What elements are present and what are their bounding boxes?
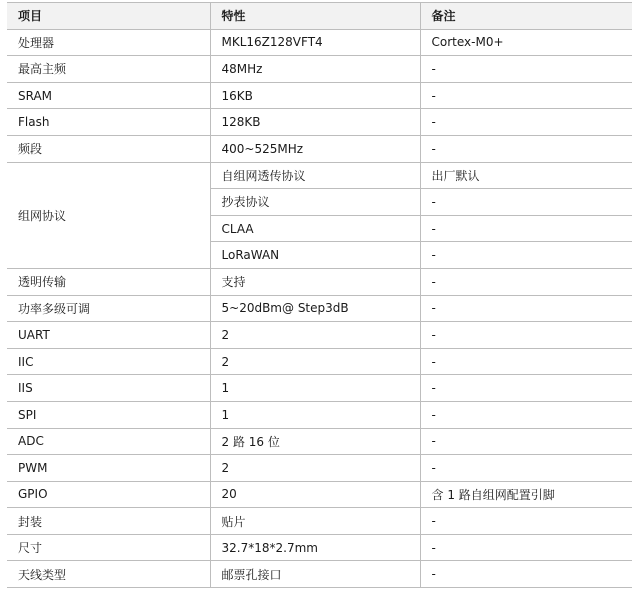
note-cell: - (420, 135, 632, 162)
table-row (7, 428, 632, 455)
feature-cell: 2 路 16 位 (210, 428, 420, 455)
network-protocol-cell: 组网协议 (7, 162, 210, 268)
feature-cell: 贴片 (210, 508, 420, 535)
table-row (7, 29, 632, 56)
item-cell: IIC (7, 348, 210, 375)
item-cell: 封装 (7, 508, 210, 535)
feature-cell: 支持 (210, 268, 420, 295)
feature-cell: 20 (210, 481, 420, 508)
note-cell: - (420, 322, 632, 349)
note-cell: - (420, 375, 632, 402)
table-row (7, 322, 632, 349)
table-row (7, 401, 632, 428)
table-row (7, 481, 632, 508)
feature-cell: 2 (210, 348, 420, 375)
table-row (7, 295, 632, 322)
note-cell: 出厂默认 (420, 162, 632, 189)
feature-cell: 邮票孔接口 (210, 561, 420, 588)
item-cell: IIS (7, 375, 210, 402)
note-cell: - (420, 215, 632, 242)
item-cell: 最高主频 (7, 56, 210, 83)
table-row (7, 455, 632, 482)
note-cell: - (420, 56, 632, 83)
item-cell: 天线类型 (7, 561, 210, 588)
feature-cell: 1 (210, 401, 420, 428)
column-header-item: 项目 (7, 3, 210, 30)
item-cell: ADC (7, 428, 210, 455)
item-cell: SPI (7, 401, 210, 428)
table-row (7, 109, 632, 136)
note-cell: - (420, 401, 632, 428)
item-cell: PWM (7, 455, 210, 482)
note-cell: - (420, 455, 632, 482)
item-cell: 频段 (7, 135, 210, 162)
table-row (7, 268, 632, 295)
table-row (7, 375, 632, 402)
item-cell: 透明传输 (7, 268, 210, 295)
column-header-note: 备注 (420, 3, 632, 30)
item-cell: 尺寸 (7, 534, 210, 561)
note-cell: - (420, 109, 632, 136)
table-header-row (7, 3, 632, 30)
item-cell: 功率多级可调 (7, 295, 210, 322)
table-row (7, 561, 632, 588)
feature-cell: 128KB (210, 109, 420, 136)
feature-cell: MKL16Z128VFT4 (210, 29, 420, 56)
item-cell: 处理器 (7, 29, 210, 56)
table-row (7, 135, 632, 162)
table-row (7, 508, 632, 535)
note-cell: - (420, 82, 632, 109)
note-cell: - (420, 189, 632, 216)
item-cell: Flash (7, 109, 210, 136)
note-cell: 含 1 路自组网配置引脚 (420, 481, 632, 508)
note-cell: - (420, 268, 632, 295)
item-cell: UART (7, 322, 210, 349)
table-row (7, 162, 632, 189)
note-cell: - (420, 295, 632, 322)
feature-cell: 1 (210, 375, 420, 402)
item-cell: GPIO (7, 481, 210, 508)
feature-cell: CLAA (210, 215, 420, 242)
feature-cell: 48MHz (210, 56, 420, 83)
feature-cell: 400~525MHz (210, 135, 420, 162)
note-cell: - (420, 534, 632, 561)
spec-table (7, 2, 632, 588)
feature-cell: 5~20dBm@ Step3dB (210, 295, 420, 322)
note-cell: Cortex-M0+ (420, 29, 632, 56)
note-cell: - (420, 508, 632, 535)
feature-cell: 抄表协议 (210, 189, 420, 216)
note-cell: - (420, 428, 632, 455)
note-cell: - (420, 561, 632, 588)
note-cell: - (420, 348, 632, 375)
feature-cell: 自组网透传协议 (210, 162, 420, 189)
feature-cell: 32.7*18*2.7mm (210, 534, 420, 561)
table-row (7, 56, 632, 83)
item-cell: SRAM (7, 82, 210, 109)
note-cell: - (420, 242, 632, 269)
feature-cell: 2 (210, 322, 420, 349)
table-row (7, 82, 632, 109)
table-row (7, 534, 632, 561)
feature-cell: 16KB (210, 82, 420, 109)
column-header-feature: 特性 (210, 3, 420, 30)
feature-cell: 2 (210, 455, 420, 482)
table-row (7, 348, 632, 375)
feature-cell: LoRaWAN (210, 242, 420, 269)
